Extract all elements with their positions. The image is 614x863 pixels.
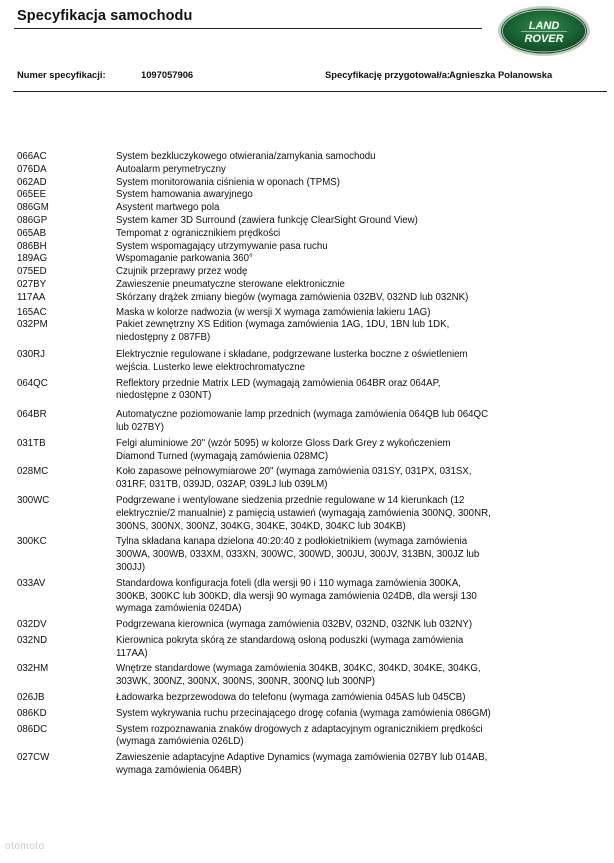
spec-number-value: 1097057906 [141, 69, 194, 80]
option-description: System rozpoznawania znaków drogowych z adaptacyjnym ogranicznikiem prędkości (wymaga zamówienia 026LD) [116, 723, 483, 748]
option-row [0, 266, 614, 279]
option-row [0, 663, 614, 689]
option-row [0, 253, 614, 266]
option-description: Pakiet zewnętrzny XS Edition (wymaga zamówienia 1AG, 1DU, 1BN lub 1DK, niedostępny z 087FB) [116, 319, 450, 344]
option-description: Felgi aluminiowe 20" (wzór 5095) w kolorze Gloss Dark Grey z wykończeniem Diamond Turned (wymagają zamówienia 028MC) [116, 437, 451, 462]
option-row [0, 409, 614, 435]
option-description: Elektrycznie regulowane i składane, podgrzewane lusterka boczne z oświetleniem wejścia. Lusterko lewe elektrochromatyczne [116, 348, 468, 373]
option-row [0, 724, 614, 750]
option-row [0, 202, 614, 215]
option-code: 086KD [17, 707, 47, 719]
option-code: 065AB [17, 227, 47, 239]
watermark: otomoto [5, 841, 45, 852]
option-description: Wnętrze standardowe (wymaga zamówienia 304KB, 304KC, 304KD, 304KE, 304KG, 303WK, 300NZ, 300NX, 300NS, 300NR, 300NQ lub 300NP) [116, 663, 481, 688]
prepared-by-label: Specyfikację przygotował/a: [325, 69, 451, 80]
option-row [0, 635, 614, 661]
option-code: 032DV [17, 619, 47, 631]
option-row [0, 279, 614, 292]
option-code: 027BY [17, 278, 47, 290]
option-row [0, 495, 614, 533]
option-description: Czujnik przeprawy przez wodę [116, 266, 248, 278]
option-code: 027CW [17, 752, 50, 764]
option-row [0, 164, 614, 177]
option-description: Autoalarm perymetryczny [116, 163, 226, 175]
option-code: 086GP [17, 214, 48, 226]
option-row [0, 438, 614, 464]
option-row [0, 307, 614, 320]
title-underline [14, 28, 482, 29]
spec-number-label: Numer specyfikacji: [17, 69, 106, 80]
option-description: Maska w kolorze nadwozia (w wersji X wymaga zamówienia lakieru 1AG) [116, 306, 431, 318]
option-code: 030RJ [17, 348, 46, 360]
option-row [0, 151, 614, 164]
option-row [0, 619, 614, 632]
option-code: 117AA [17, 291, 46, 303]
option-code: 031TB [17, 437, 46, 449]
svg-text:ROVER: ROVER [524, 33, 564, 45]
option-code: 300KC [17, 536, 47, 548]
option-description: System bezkluczykowego otwierania/zamykania samochodu [116, 151, 376, 162]
option-row [0, 319, 614, 345]
option-description: Zawieszenie pneumatyczne sterowane elektronicznie [116, 278, 345, 290]
option-row [0, 466, 614, 492]
option-code: 065EE [17, 189, 47, 201]
option-description: Tempomat z ogranicznikiem prędkości [116, 227, 281, 239]
page-title: Specyfikacja samochodu [17, 8, 193, 24]
option-row [0, 177, 614, 190]
option-code: 300WC [17, 494, 50, 506]
option-code: 062AD [17, 176, 47, 188]
option-description: System wykrywania ruchu przecinającego drogę cofania (wymaga zamówienia 086GM) [116, 707, 491, 719]
option-description: Podgrzewane i wentylowane siedzenia przednie regulowane w 14 kierunkach (12 elektrycznie/2 manualnie) z pamięcią ustawień (wymagają zamówienia 300NQ, 300NR, 300NS, 300NX, 300NZ, 304KG, 304KE, 304KD, 304KC lub 304KB) [116, 494, 491, 532]
land-rover-logo [497, 5, 591, 57]
option-row [0, 536, 614, 574]
option-description: Skórzany drążek zmiany biegów (wymaga zamówienia 032BV, 032ND lub 032NK) [116, 291, 469, 303]
header-divider [13, 91, 607, 92]
option-description: System wspomagający utrzymywanie pasa ruchu [116, 240, 328, 252]
option-code: 064BR [17, 409, 47, 421]
svg-text:LAND: LAND [528, 20, 560, 32]
option-description: System monitorowania ciśnienia w oponach (TPMS) [116, 176, 340, 188]
option-description: System kamer 3D Surround (zawiera funkcję ClearSight Ground View) [116, 214, 418, 226]
option-code: 075ED [17, 266, 47, 278]
option-row [0, 241, 614, 254]
options-list [0, 151, 614, 778]
option-row [0, 708, 614, 721]
option-description: Ładowarka bezprzewodowa do telefonu (wymaga zamówienia 045AS lub 045CB) [116, 692, 466, 704]
option-row [0, 215, 614, 228]
option-code: 086BH [17, 240, 47, 252]
option-row [0, 292, 614, 305]
option-row [0, 228, 614, 241]
option-code: 032ND [17, 634, 48, 646]
option-row [0, 578, 614, 616]
option-code: 066AC [17, 151, 47, 162]
option-code: 076DA [17, 163, 47, 175]
option-description: Reflektory przednie Matrix LED (wymagają zamówienia 064BR oraz 064AP, niedostępne z 030NT) [116, 377, 441, 402]
option-code: 086GM [17, 202, 49, 214]
option-row [0, 349, 614, 375]
option-code: 189AG [17, 253, 48, 265]
option-description: Zawieszenie adaptacyjne Adaptive Dynamics (wymaga zamówienia 027BY lub 014AB, wymaga zamówienia 064BR) [116, 752, 488, 777]
option-description: Wspomaganie parkowania 360° [116, 253, 253, 265]
option-row [0, 189, 614, 202]
option-row [0, 378, 614, 404]
option-code: 032HM [17, 663, 49, 675]
option-row [0, 752, 614, 778]
option-code: 032PM [17, 319, 48, 331]
option-description: Podgrzewana kierownica (wymaga zamówienia 032BV, 032ND, 032NK lub 032NY) [116, 619, 473, 631]
option-description: Asystent martwego pola [116, 202, 220, 214]
option-description: Koło zapasowe pełnowymiarowe 20" (wymaga zamówienia 031SY, 031PX, 031SX, 031RF, 031TB, 039JD, 032AP, 039LJ lub 039LM) [116, 466, 472, 491]
option-description: Standardowa konfiguracja foteli (dla wersji 90 i 110 wymaga zamówienia 300KA, 300KB, 300KC lub 300KD, dla wersji 90 wymaga zamówienia 024DB, dla wersji 130 wymaga zamówienia 024DA) [116, 577, 477, 615]
option-code: 064QC [17, 377, 48, 389]
option-description: Automatyczne poziomowanie lamp przednich (wymaga zamówienia 064QB lub 064QC lub 027BY) [116, 409, 489, 433]
option-code: 165AC [17, 306, 47, 318]
option-code: 026JB [17, 692, 45, 704]
option-code: 033AV [17, 577, 46, 589]
option-description: Tylna składana kanapa dzielona 40:20:40 z podłokietnikiem (wymaga zamówienia 300WA, 300WB, 033XM, 033XN, 300WC, 300WD, 300JU, 300JV, 313BN, 300JZ lub 300JJ) [116, 536, 480, 573]
option-row [0, 692, 614, 705]
option-code: 028MC [17, 466, 49, 478]
prepared-by-value: Agnieszka Polanowska [449, 69, 553, 80]
option-code: 086DC [17, 723, 48, 735]
option-description: Kierownica pokryta skórą ze standardową osłoną poduszki (wymaga zamówienia 117AA) [116, 634, 464, 659]
option-description: System hamowania awaryjnego [116, 189, 253, 201]
